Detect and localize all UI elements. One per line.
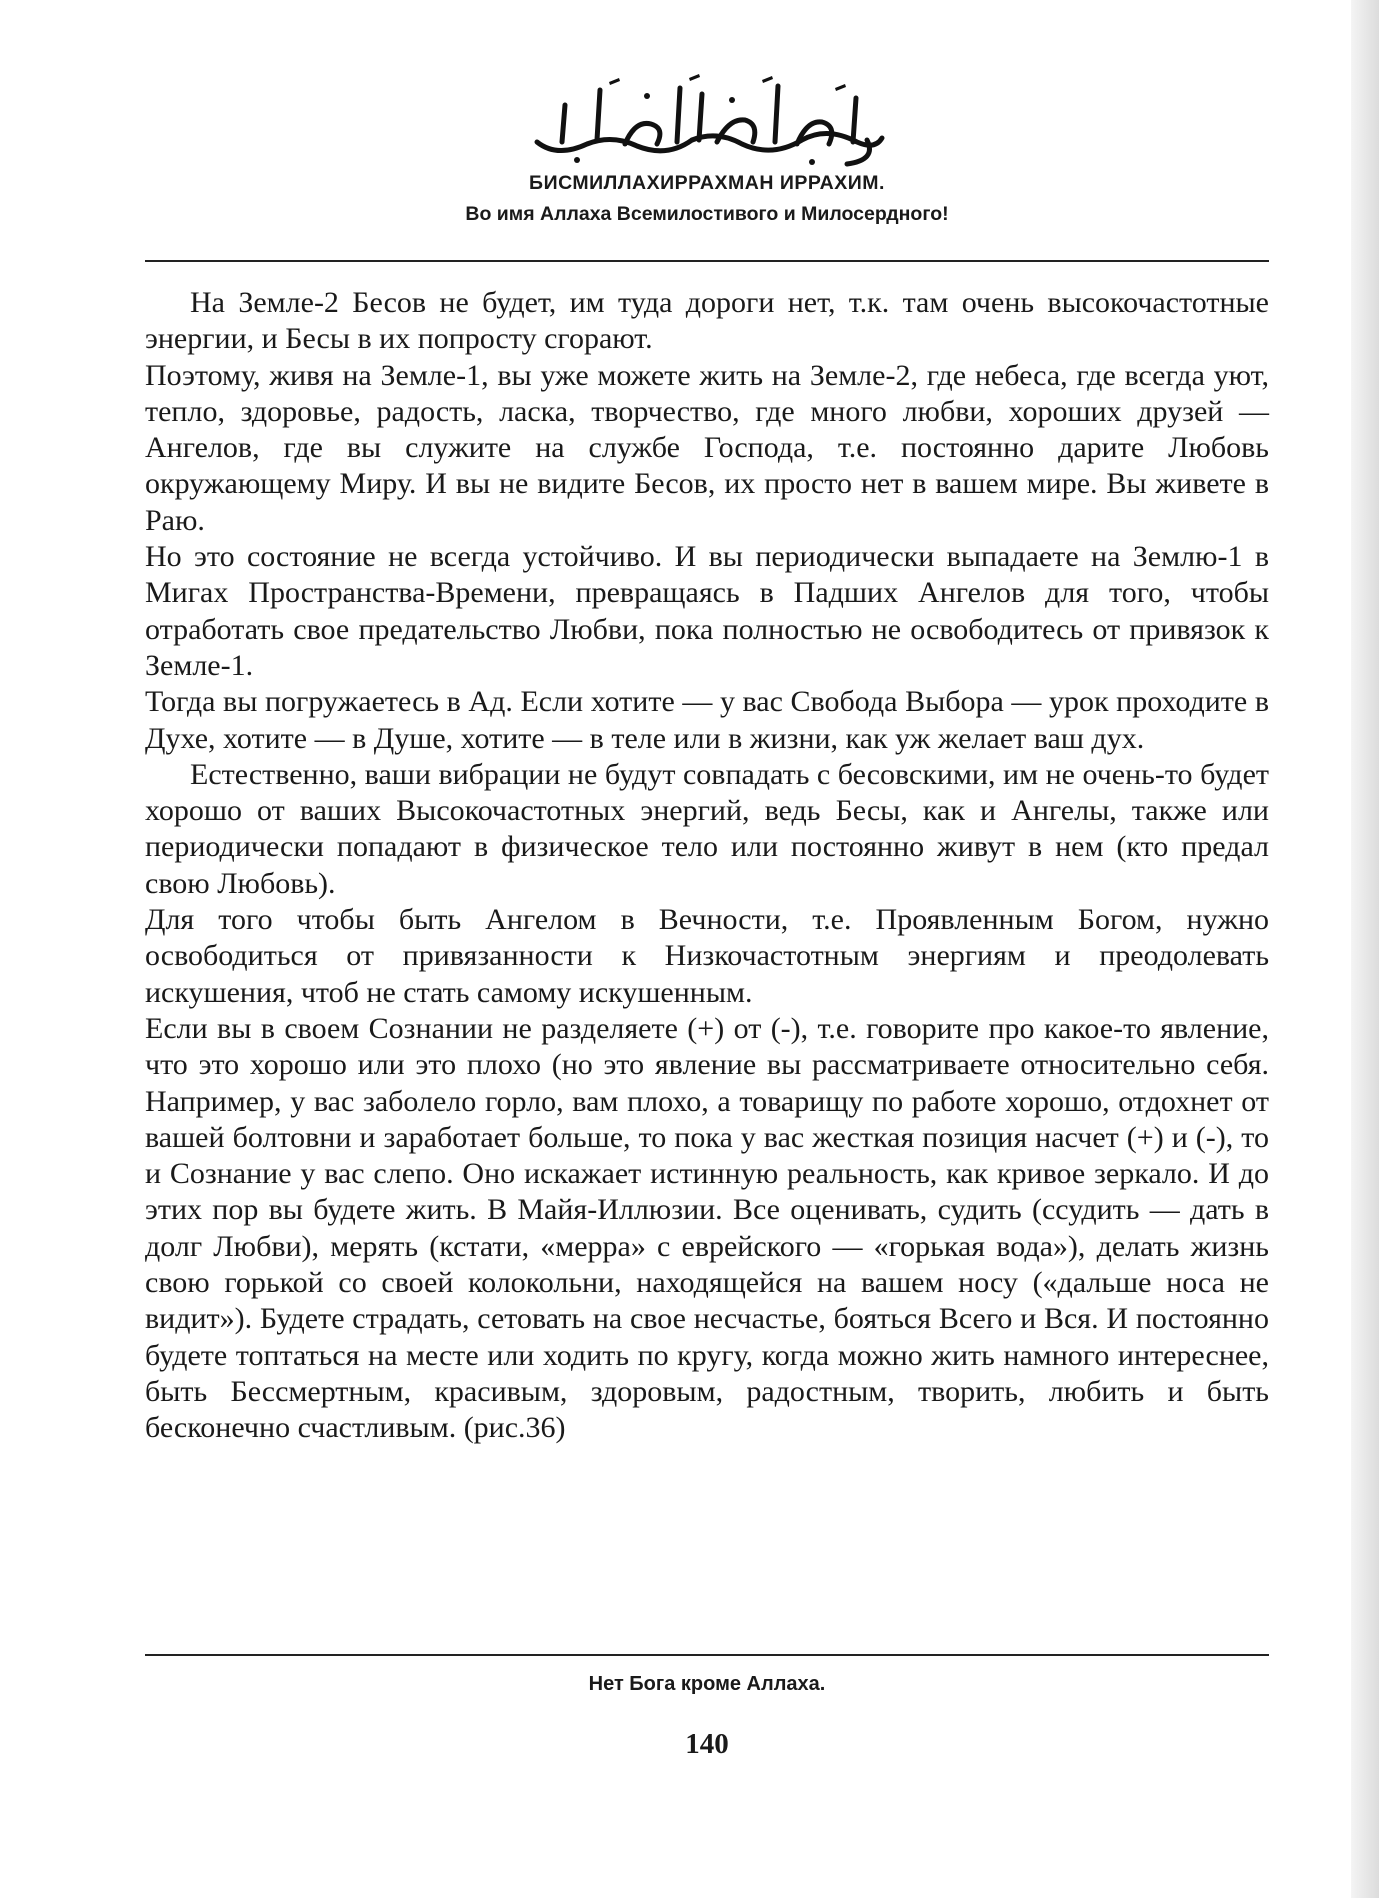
bismillah-calligraphy-icon: [517, 60, 897, 170]
footer-text: Нет Бога кроме Аллаха.: [588, 1673, 826, 1695]
page-edge-shadow: [1351, 0, 1379, 1898]
paragraph: Естественно, ваши вибрации не будут совпадать с бесовскими, им не очень-то будет хорошо от ваших Высокочастотных энергий, ведь Бесы, как и Ангелы, также или периодически попадают в физическое тело или постоянно живут в нем (кто предал свою Любовь).: [145, 757, 1269, 900]
paragraph: Если вы в своем Сознании не разделяете (+) от (-), т.е. говорите про какое-то явление, что это хорошо или это плохо (но это явление вы рассматриваете относительно себя. Например, у вас заболело горло, вам плохо, а товарищу по работе хорошо, отдохнет от вашей болтовни и заработает больше, то пока у вас жесткая позиция насчет (+) и (-), то и Сознание у вас слепо. Оно искажает истинную реальность, как кривое зеркало. И до этих пор вы будете жить. В Майя-Иллюзии. Все оценивать, судить (ссудить — дать в долг Любви), мерять (кстати, «мерра» с еврейского — «горькая вода»), делать жизнь свою горькой со своей колокольни, находящейся на вашем носу («дальше носа не видит»). Будете страдать, сетовать на свое несчастье, бояться Всего и Вся. И постоянно будете топтаться на месте или ходить по кругу, когда можно жить намного интереснее, быть Бессмертным, красивым, здоровым, радостным, творить, любить и быть бесконечно счастливым. (рис.36): [145, 1011, 1269, 1445]
footer-divider: [145, 1654, 1269, 1656]
page-number: 140: [685, 1728, 729, 1760]
paragraph: Тогда вы погружаетесь в Ад. Если хотите — у вас Свобода Выбора — урок проходите в Духе, хотите — в Душе, хотите — в теле или в жизни, как уж желает ваш дух.: [145, 685, 1269, 755]
header-subtitle: Во имя Аллаха Всемилостивого и Милосердного!: [465, 203, 949, 225]
paragraph: Но это состояние не всегда устойчиво. И вы периодически выпадаете на Землю-1 в Мигах Пространства-Времени, превращаясь в Падших Ангелов для того, чтобы отработать свое предательство Любви, пока полностью не освободитесь от привязок к Земле-1.: [145, 540, 1269, 682]
main-text: [145, 285, 1269, 1447]
paragraph: На Земле-2 Бесов не будет, им туда дороги нет, т.к. там очень высокочастотные энергии, и Бесы в их попросту сгорают.: [145, 286, 1269, 356]
basmala-title: БИСМИЛЛАХИРРАХМАН ИРРАХИМ.: [529, 172, 885, 194]
paragraph: Для того чтобы быть Ангелом в Вечности, т.е. Проявленным Богом, нужно освободиться от привязанности к Низкочастотным энергиям и преодолевать искушения, чтоб не стать самому искушенным.: [145, 903, 1269, 1009]
paragraph: Поэтому, живя на Земле-1, вы уже можете жить на Земле-2, где небеса, где всегда уют, тепло, здоровье, радость, ласка, творчество, где много любви, хороших друзей — Ангелов, где вы служите на службе Господа, т.е. постоянно дарите Любовь окружающему Миру. И вы не видите Бесов, их просто нет в вашем мире. Вы живете в Раю.: [145, 358, 1269, 537]
page-header: [145, 60, 1269, 226]
header-divider: [145, 260, 1269, 262]
